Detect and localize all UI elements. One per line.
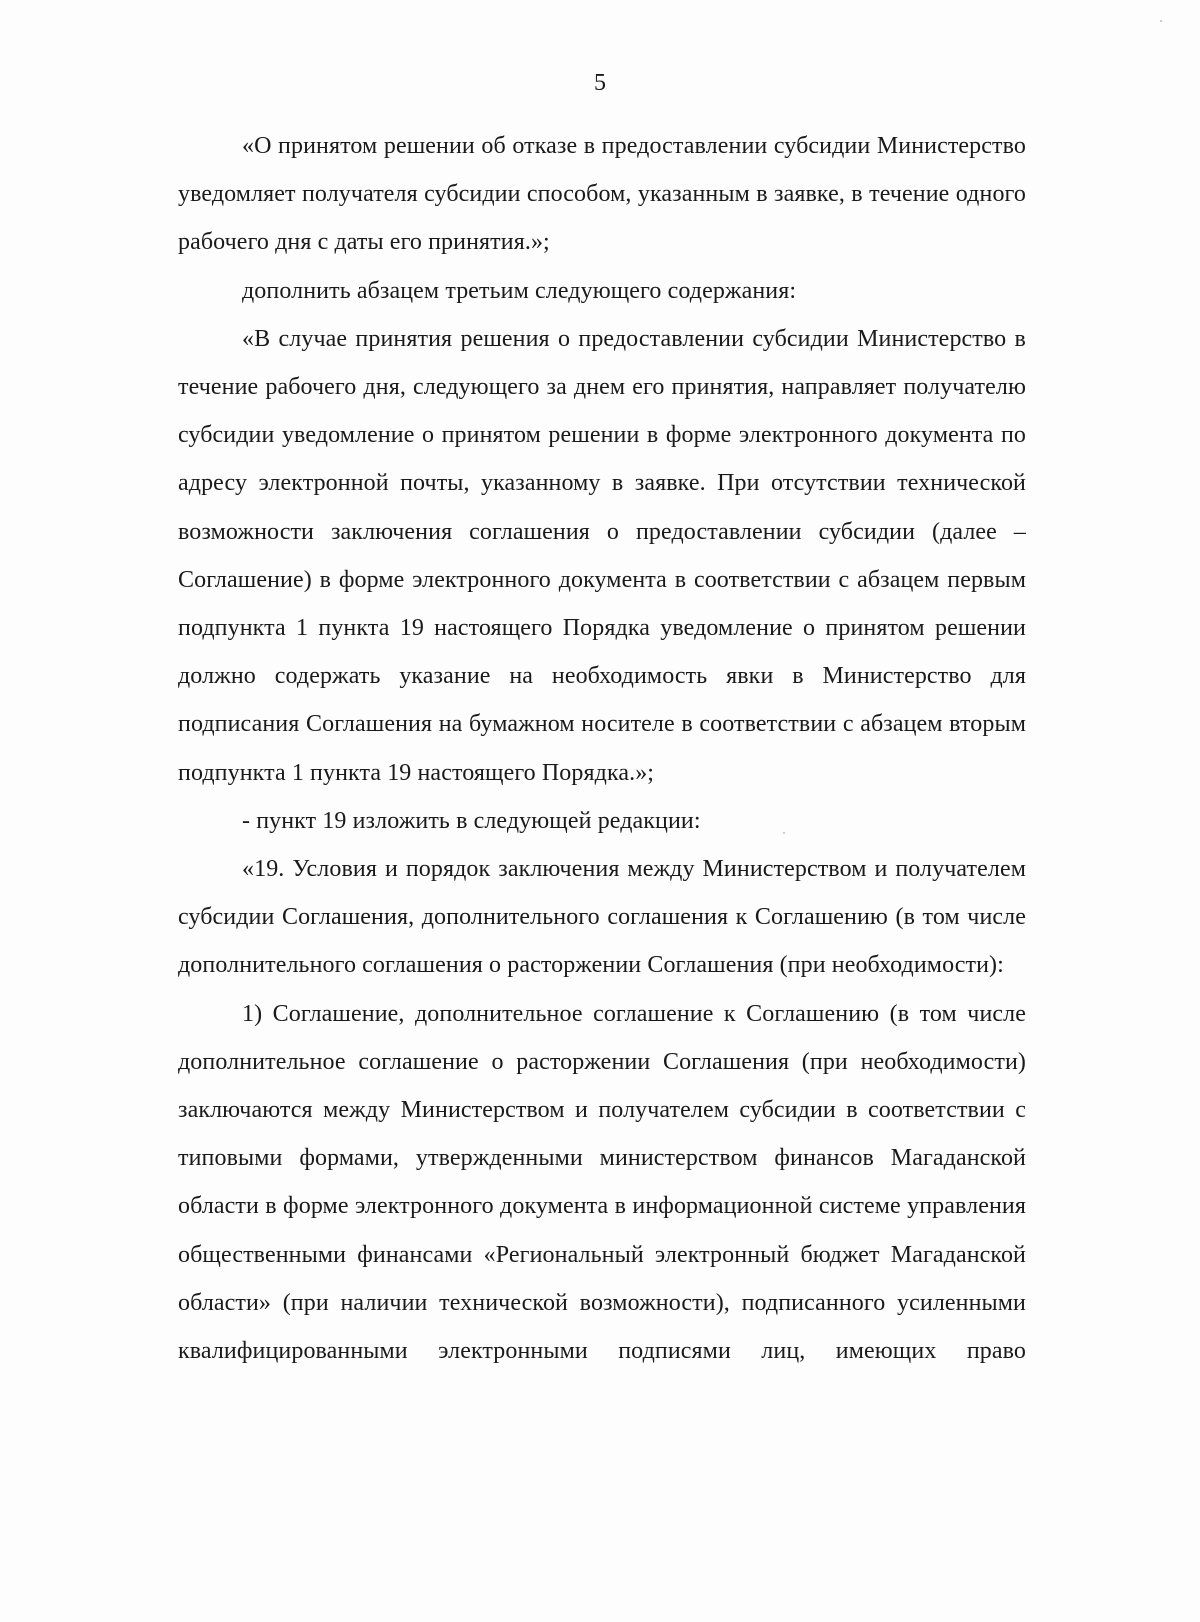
document-body — [178, 122, 1026, 1375]
paragraph-point-19-instruction: - пункт 19 изложить в следующей редакции: — [242, 807, 701, 834]
scan-speck — [783, 832, 785, 834]
paragraph-amendment-instruction: дополнить абзацем третьим следующего содержания: — [242, 277, 797, 304]
paragraph-approval-notice: «В случае принятия решения о предоставлении субсидии Министерство в течение рабочего дня, следующего за днем его принятия, направляет получателю субсидии уведомление о принятом решении в форме электронного документа по адресу электронной почты, указанному в заявке. При отсутствии технической возможности заключения соглашения о предоставлении субсидии (далее – Соглашение) в форме электронного документа в соответствии с абзацем первым подпункта 1 пункта 19 настоящего Порядка уведомление о принятом решении должно содержать указание на необходимость явки в Министерство для подписания Соглашения на бумажном носителе в соответствии с абзацем вторым подпункта 1 пункта 19 настоящего Порядка.»; — [178, 325, 1026, 786]
page-number: 5 — [594, 70, 606, 96]
paragraph-refusal-notice: «О принятом решении об отказе в предоставлении субсидии Министерство уведомляет получателя субсидии способом, указанным в заявке, в течение одного рабочего дня с даты его принятия.»; — [178, 133, 1026, 256]
paragraph-point-19-subitem-1: 1) Соглашение, дополнительное соглашение к Соглашению (в том числе дополнительное соглашение о расторжении Соглашения (при необходимости) заключаются между Министерством и получателем субсидии в соответствии с типовыми формами, утвержденными министерством финансов Магаданской области в форме электронного документа в информационной системе управления общественными финансами «Региональный электронный бюджет Магаданской области» (при наличии технической возможности), подписанного усиленными квалифицированными электронными подписями лиц, имеющих право — [178, 1000, 1026, 1365]
scan-speck — [1160, 20, 1162, 22]
paragraph-point-19-title: «19. Условия и порядок заключения между Министерством и получателем субсидии Соглашения, дополнительного соглашения к Соглашению (в том числе дополнительного соглашения о расторжении Соглашения (при необходимости): — [178, 856, 1026, 979]
